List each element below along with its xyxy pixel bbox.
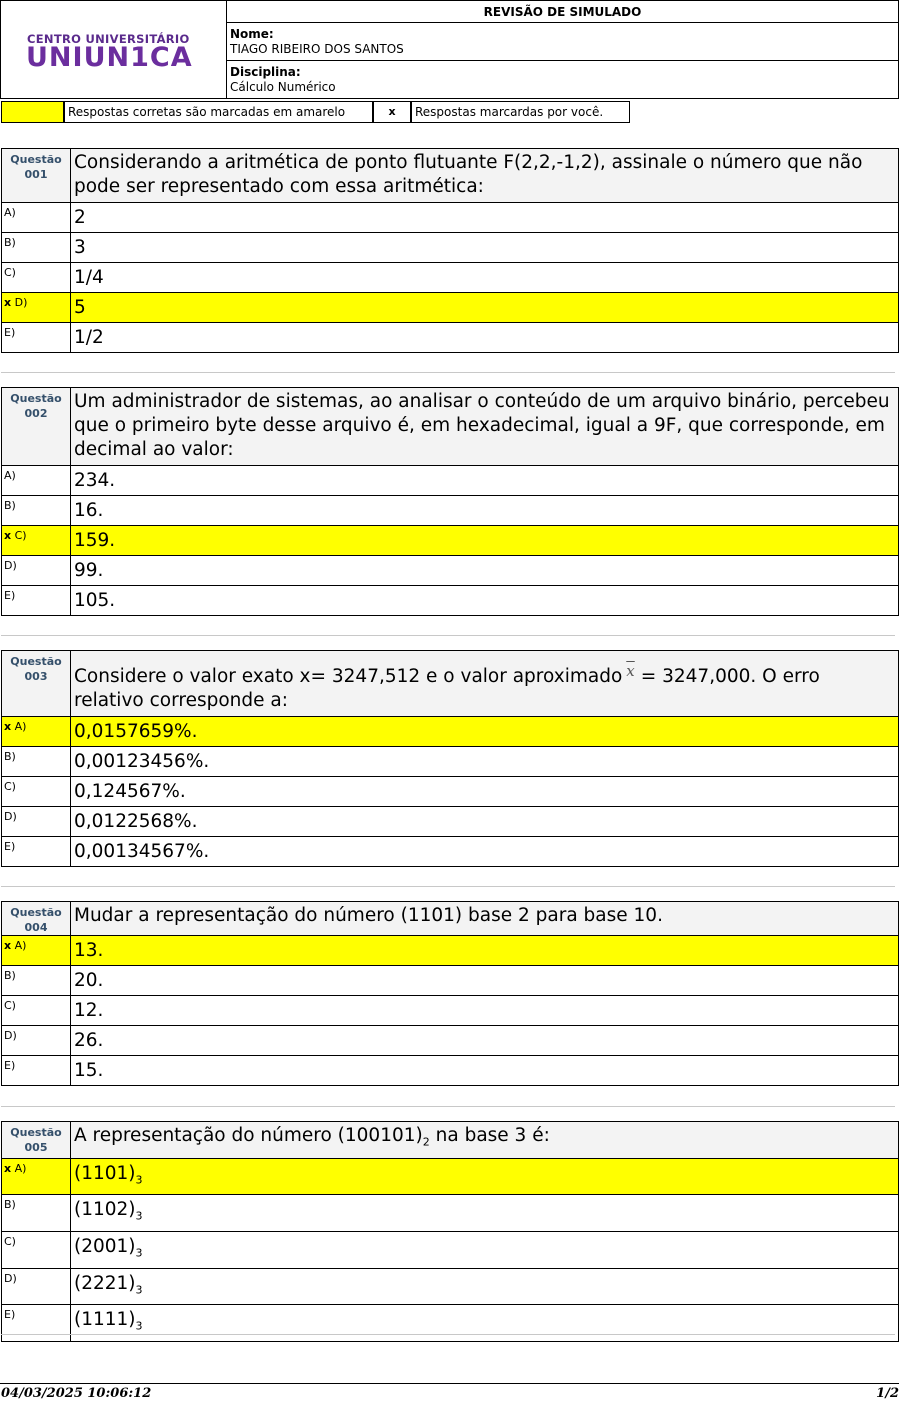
option-text: 1/4 [71, 263, 899, 293]
option-letter: E) [4, 1308, 16, 1322]
option-text: $(1101)_3$ [71, 1158, 899, 1195]
option-text: 234. [71, 466, 899, 496]
discipline-name: Cálculo Numérico [230, 80, 336, 94]
option-text: $(2221)_3$ [71, 1268, 899, 1305]
option-letter: C) [4, 780, 16, 793]
option-letter: A) [14, 939, 27, 952]
option-text: $(1102)_3$ [71, 1195, 899, 1232]
correct-legend-text: Respostas corretas são marcadas em amarelo [64, 101, 373, 123]
answer-option [2, 1056, 899, 1086]
marked-indicator: x [4, 296, 12, 309]
question-stem-row [2, 651, 899, 717]
document-header [0, 0, 899, 99]
option-text: 26. [71, 1026, 899, 1056]
answer-option [2, 1195, 899, 1232]
answer-option [2, 496, 899, 526]
option-text: $(2001)_3$ [71, 1232, 899, 1269]
option-letter: B) [4, 750, 16, 763]
answer-option [2, 466, 899, 496]
question-number: Questão 001 [2, 149, 71, 203]
option-letter: B) [4, 969, 16, 982]
question-number: Questão 005 [2, 1122, 71, 1159]
correct-color-swatch [1, 101, 64, 123]
answer-option [2, 837, 899, 867]
answer-option [2, 556, 899, 586]
option-text: 159. [71, 526, 899, 556]
option-letter: D) [14, 296, 28, 309]
option-letter: C) [4, 1235, 16, 1249]
option-letter: E) [4, 1059, 16, 1072]
answer-option-correct [2, 1158, 899, 1195]
option-text: 105. [71, 586, 899, 616]
question-stem: Considerando a aritmética de ponto flutuante F(2,2,-1,2), assinale o número que não pode ser representado com essa aritmética: [71, 149, 899, 203]
page-title: REVISÃO DE SIMULADO [227, 1, 898, 23]
question-divider [1, 635, 895, 636]
option-text: 12. [71, 996, 899, 1026]
option-letter: A) [4, 206, 16, 219]
answer-option [2, 807, 899, 837]
option-text: 0,0122568%. [71, 807, 899, 837]
option-letter: E) [4, 326, 16, 339]
option-letter: E) [4, 589, 16, 602]
option-text: $(1111)_3$ [71, 1305, 899, 1342]
answer-option [2, 586, 899, 616]
option-letter: A) [14, 1161, 27, 1175]
footer-rule [0, 1383, 899, 1384]
student-name: TIAGO RIBEIRO DOS SANTOS [230, 42, 404, 56]
option-letter: B) [4, 1198, 16, 1212]
question-stem: Mudar a representação do número (1101) base 2 para base 10. [71, 902, 899, 936]
page-number: 1/2 [876, 1386, 899, 1401]
question-block [1, 148, 899, 353]
option-letter: C) [4, 999, 16, 1012]
question-stem-row [2, 388, 899, 466]
answer-option-correct [2, 936, 899, 966]
answer-option [2, 203, 899, 233]
option-text: 2 [71, 203, 899, 233]
option-text: 99. [71, 556, 899, 586]
logo-subtitle: CENTRO UNIVERSITÁRIO [27, 32, 190, 46]
answer-option [2, 1268, 899, 1305]
answer-option [2, 263, 899, 293]
question-stem-row [2, 149, 899, 203]
option-text: 1/2 [71, 323, 899, 353]
answer-option-correct [2, 526, 899, 556]
question-number: Questão 004 [2, 902, 71, 936]
discipline-label: Disciplina: [230, 65, 301, 79]
option-letter: D) [4, 1029, 17, 1042]
student-name-row [227, 23, 898, 61]
marked-legend-symbol: x [373, 101, 411, 123]
question-block [1, 387, 899, 616]
question-divider [1, 1106, 895, 1107]
approx-x-symbol: $\overline{x}$ [626, 662, 635, 680]
marked-indicator: x [4, 1161, 12, 1175]
answer-option [2, 1026, 899, 1056]
answer-option [2, 233, 899, 263]
question-block [1, 901, 899, 1086]
option-letter: E) [4, 840, 16, 853]
option-text: 5 [71, 293, 899, 323]
answer-option [2, 747, 899, 777]
option-text: 0,00123456%. [71, 747, 899, 777]
institution-logo [1, 1, 227, 98]
question-stem-row [2, 1122, 899, 1159]
print-datetime: 04/03/2025 10:06:12 [1, 1386, 152, 1401]
question-stem: Um administrador de sistemas, ao analisar o conteúdo de um arquivo binário, percebeu que o primeiro byte desse arquivo é, em hexadecimal, igual a 9F, que corresponde, em decimal ao valor: [71, 388, 899, 466]
option-text: 0,124567%. [71, 777, 899, 807]
answer-option [2, 1232, 899, 1269]
question-divider [1, 886, 895, 887]
option-text: 0,00134567%. [71, 837, 899, 867]
question-stem: A representação do número $(100101)_2$ na base 3 é: [71, 1122, 899, 1159]
answer-option-correct [2, 717, 899, 747]
answer-option [2, 1305, 899, 1342]
answer-option [2, 323, 899, 353]
option-text: 0,0157659%. [71, 717, 899, 747]
option-letter: A) [14, 720, 27, 733]
question-stem: Considere o valor exato x= 3247,512 e o valor aproximado $\overline{x} = 3247,000$. O erro relativo corresponde a: [71, 651, 899, 717]
question-block [1, 650, 899, 867]
answer-option-correct [2, 293, 899, 323]
name-label: Nome: [230, 27, 274, 41]
answer-option [2, 966, 899, 996]
answer-option [2, 777, 899, 807]
question-block [1, 1121, 899, 1342]
option-letter: C) [4, 266, 16, 279]
answer-option [2, 996, 899, 1026]
marked-legend-text: Respostas marcardas por você. [411, 101, 630, 123]
question-divider [1, 372, 895, 373]
option-text: 20. [71, 966, 899, 996]
marked-indicator: x [4, 529, 12, 542]
question-stem-row [2, 902, 899, 936]
option-letter: A) [4, 469, 16, 482]
option-text: 15. [71, 1056, 899, 1086]
option-text: 16. [71, 496, 899, 526]
marked-indicator: x [4, 720, 12, 733]
option-letter: B) [4, 499, 16, 512]
question-divider [1, 1334, 895, 1335]
discipline-row [227, 61, 898, 98]
marked-indicator: x [4, 939, 12, 952]
option-letter: C) [14, 529, 27, 542]
option-text: 13. [71, 936, 899, 966]
logo-wordmark: UNIUN1CA [26, 42, 193, 73]
option-letter: B) [4, 236, 16, 249]
question-number: Questão 002 [2, 388, 71, 466]
option-letter: D) [4, 559, 17, 572]
option-letter: D) [4, 1271, 17, 1285]
question-number: Questão 003 [2, 651, 71, 717]
option-letter: D) [4, 810, 17, 823]
option-text: 3 [71, 233, 899, 263]
